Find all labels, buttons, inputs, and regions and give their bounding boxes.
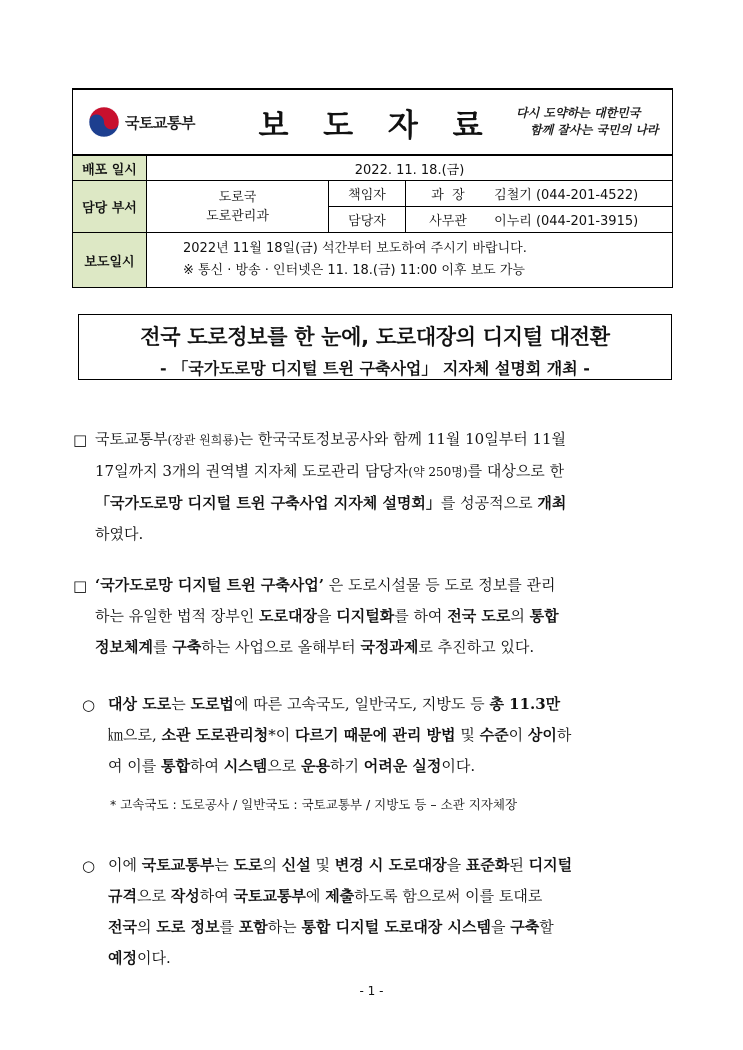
contact-role: 담당자 (329, 207, 406, 233)
text-run: 전국 도로 (447, 607, 511, 625)
text-run: 정보체계 (95, 638, 153, 656)
department-division: 도로관리과 (206, 208, 269, 224)
text-run: 는 한국국토정보공사와 함께 11월 10일부터 11월 (238, 430, 567, 448)
slogan-line-2: 함께 잘사는 국민의 나라 (530, 123, 659, 137)
text-run: ㎞ (108, 726, 124, 744)
text-run: 도로법 (190, 695, 234, 713)
text-run: 를 (219, 918, 239, 936)
circle-bullet-icon: ○ (82, 696, 96, 714)
paragraph-line (108, 943, 673, 974)
headline-box (78, 314, 672, 380)
subheadline: - 「국가도로망 디지털 트윈 구축사업」 지자체 설명회 개최 - (160, 359, 590, 378)
text-run: 이다. (136, 949, 171, 967)
text-run: 을 (446, 856, 466, 874)
text-run: 하는 유일한 법적 장부인 (95, 607, 259, 625)
text-run: 총 11.3만 (489, 695, 561, 713)
contact-title: 과 장 (431, 188, 465, 203)
text-run: 를 성공적으로 (440, 494, 538, 512)
paragraph-1 (95, 424, 673, 550)
text-run: (장관 원희룡) (167, 433, 239, 447)
ministry-logo (87, 105, 237, 139)
text-run: 상이 (527, 726, 557, 744)
text-run: 변경 시 도로대장 (334, 856, 447, 874)
text-run: 에 따른 고속국도, 일반국도, 지방도 등 (233, 695, 490, 713)
text-run: 을 (491, 918, 511, 936)
taegeuk-emblem-icon (87, 105, 121, 139)
text-run: 할 (539, 918, 554, 936)
text-run: 는 (171, 695, 191, 713)
text-run: *이 (268, 726, 295, 744)
text-run: 구축 (172, 638, 202, 656)
press-release-title: 보 도 자 료 (258, 107, 495, 144)
square-bullet-icon: □ (73, 577, 88, 595)
paragraph-line (108, 689, 673, 720)
text-run: 의 (136, 918, 157, 936)
paragraph-line (95, 456, 673, 488)
text-run: 여 이를 (108, 757, 162, 775)
contact-title: 사무관 (429, 214, 467, 229)
text-run: 를 하여 (394, 607, 448, 625)
paragraph-line (95, 519, 673, 550)
department-bureau: 도로국 (218, 189, 257, 205)
text-run: 구축 (510, 918, 540, 936)
ministry-name: 국토교통부 (125, 113, 195, 132)
text-run: 및 (455, 726, 480, 744)
text-run: 도로대장 (258, 607, 317, 625)
text-run: 을 (316, 607, 337, 625)
text-run: (약 250명) (408, 465, 468, 479)
text-run: 이 (508, 726, 528, 744)
square-bullet-icon: □ (73, 431, 88, 449)
text-run: 된 (509, 856, 529, 874)
text-run: 국토교통부 (95, 430, 168, 448)
text-run: 표준화 (465, 856, 510, 874)
embargo-line-2: ※ 통신 · 방송 · 인터넷은 11. 18.(금) 11:00 이후 보도 가능 (183, 263, 525, 278)
paragraph-line (108, 720, 673, 751)
release-date-value: 2022. 11. 18.(금) (147, 155, 673, 181)
text-run: 의 (510, 607, 530, 625)
text-run: 이에 (108, 856, 142, 874)
text-run: 에 (305, 887, 326, 905)
text-run: 제출 (325, 887, 355, 905)
text-run: 의 (262, 856, 282, 874)
text-run: 어려운 실정 (363, 757, 442, 775)
text-run: 하는 사업으로 올해부터 (201, 638, 361, 656)
embargo-line-1: 2022년 11월 18일(금) 석간부터 보도하여 주시기 바랍니다. (183, 241, 527, 256)
text-run: 도로 (233, 856, 263, 874)
text-run: 「국가도로망 디지털 트윈 구축사업 지자체 설명회」 (95, 494, 441, 512)
text-run: 하여 (190, 757, 224, 775)
text-run: 대상 도로 (108, 695, 172, 713)
contact-details (406, 207, 673, 233)
text-run: 전국 (108, 918, 137, 936)
text-run: 소관 도로관리청 (161, 726, 269, 744)
press-info-table (72, 88, 673, 288)
text-run: 포함 (238, 918, 268, 936)
header-banner (73, 89, 673, 155)
text-run: 는 (214, 856, 234, 874)
circle-bullet-icon: ○ (82, 857, 96, 875)
text-run: 를 (152, 638, 173, 656)
embargo-notice (147, 233, 673, 288)
text-run: 하여 (199, 887, 234, 905)
paragraph-4 (108, 850, 673, 974)
embargo-label: 보도일시 (73, 233, 147, 288)
text-run: 통합 (161, 757, 190, 775)
paragraph-line (108, 881, 673, 912)
paragraph-line (95, 632, 673, 663)
text-run: 규격 (108, 887, 137, 905)
text-run: 및 (310, 856, 335, 874)
text-run: 로 추진하고 있다. (418, 638, 535, 656)
text-run: 국정과제 (360, 638, 419, 656)
text-run: 작성 (170, 887, 200, 905)
contact-details (406, 181, 673, 207)
paragraph-line (95, 601, 673, 632)
paragraph-2 (95, 570, 673, 663)
text-run: 개최 (537, 494, 567, 512)
government-slogan (516, 105, 666, 139)
text-run: 으로, (123, 726, 162, 744)
page-number: - 1 - (359, 984, 384, 998)
text-run: 시스템 (223, 757, 268, 775)
text-run: 국토교통부 (233, 887, 306, 905)
department-label: 담당 부서 (73, 181, 147, 233)
text-run: 다르기 때문에 관리 방법 (294, 726, 456, 744)
contact-role: 책임자 (329, 181, 406, 207)
contact-person: 이누리 (044-201-3915) (494, 214, 639, 229)
text-run: 으로 (267, 757, 301, 775)
footnote: * 고속국도 : 도로공사 / 일반국도 : 국토교통부 / 지방도 등 – 소관 지자체장 (110, 797, 518, 812)
release-date-label: 배포 일시 (73, 155, 147, 181)
paragraph-line (95, 570, 673, 601)
text-run: 통합 (529, 607, 559, 625)
text-run: 운용 (300, 757, 330, 775)
paragraph-line (95, 424, 673, 456)
paragraph-line (108, 850, 673, 881)
text-run: ‘국가도로망 디지털 트윈 구축사업’ (95, 576, 324, 594)
department-value (147, 181, 329, 233)
paragraph-line (108, 751, 673, 782)
text-run: 은 도로시설물 등 도로 정보를 관리 (323, 576, 556, 594)
paragraph-line (95, 488, 673, 519)
text-run: 하였다. (95, 525, 144, 543)
text-run: 디지털화 (336, 607, 395, 625)
text-run: 하 (556, 726, 572, 744)
text-run: 디지털 (528, 856, 573, 874)
text-run: 예정 (108, 949, 137, 967)
text-run: 국토교통부 (141, 856, 215, 874)
contact-person: 김철기 (044-201-4522) (494, 188, 639, 203)
text-run: 17일까지 3개의 권역별 지자체 도로관리 담당자 (95, 462, 409, 480)
paragraph-3 (108, 689, 673, 782)
slogan-line-1: 다시 도약하는 대한민국 (516, 106, 641, 120)
text-run: 하기 (329, 757, 364, 775)
text-run: 으로 (136, 887, 171, 905)
text-run: 이다. (441, 757, 476, 775)
headline: 전국 도로정보를 한 눈에, 도로대장의 디지털 대전환 (140, 325, 610, 349)
text-run: 신설 (281, 856, 311, 874)
text-run: 통합 디지털 도로대장 시스템 (301, 918, 491, 936)
text-run: 도로 정보 (156, 918, 220, 936)
text-run: 하는 (267, 918, 302, 936)
text-run: 수준 (479, 726, 509, 744)
text-run: 하도록 함으로써 이를 토대로 (354, 887, 543, 905)
text-run: 를 대상으로 한 (467, 462, 565, 480)
paragraph-line (108, 912, 673, 943)
